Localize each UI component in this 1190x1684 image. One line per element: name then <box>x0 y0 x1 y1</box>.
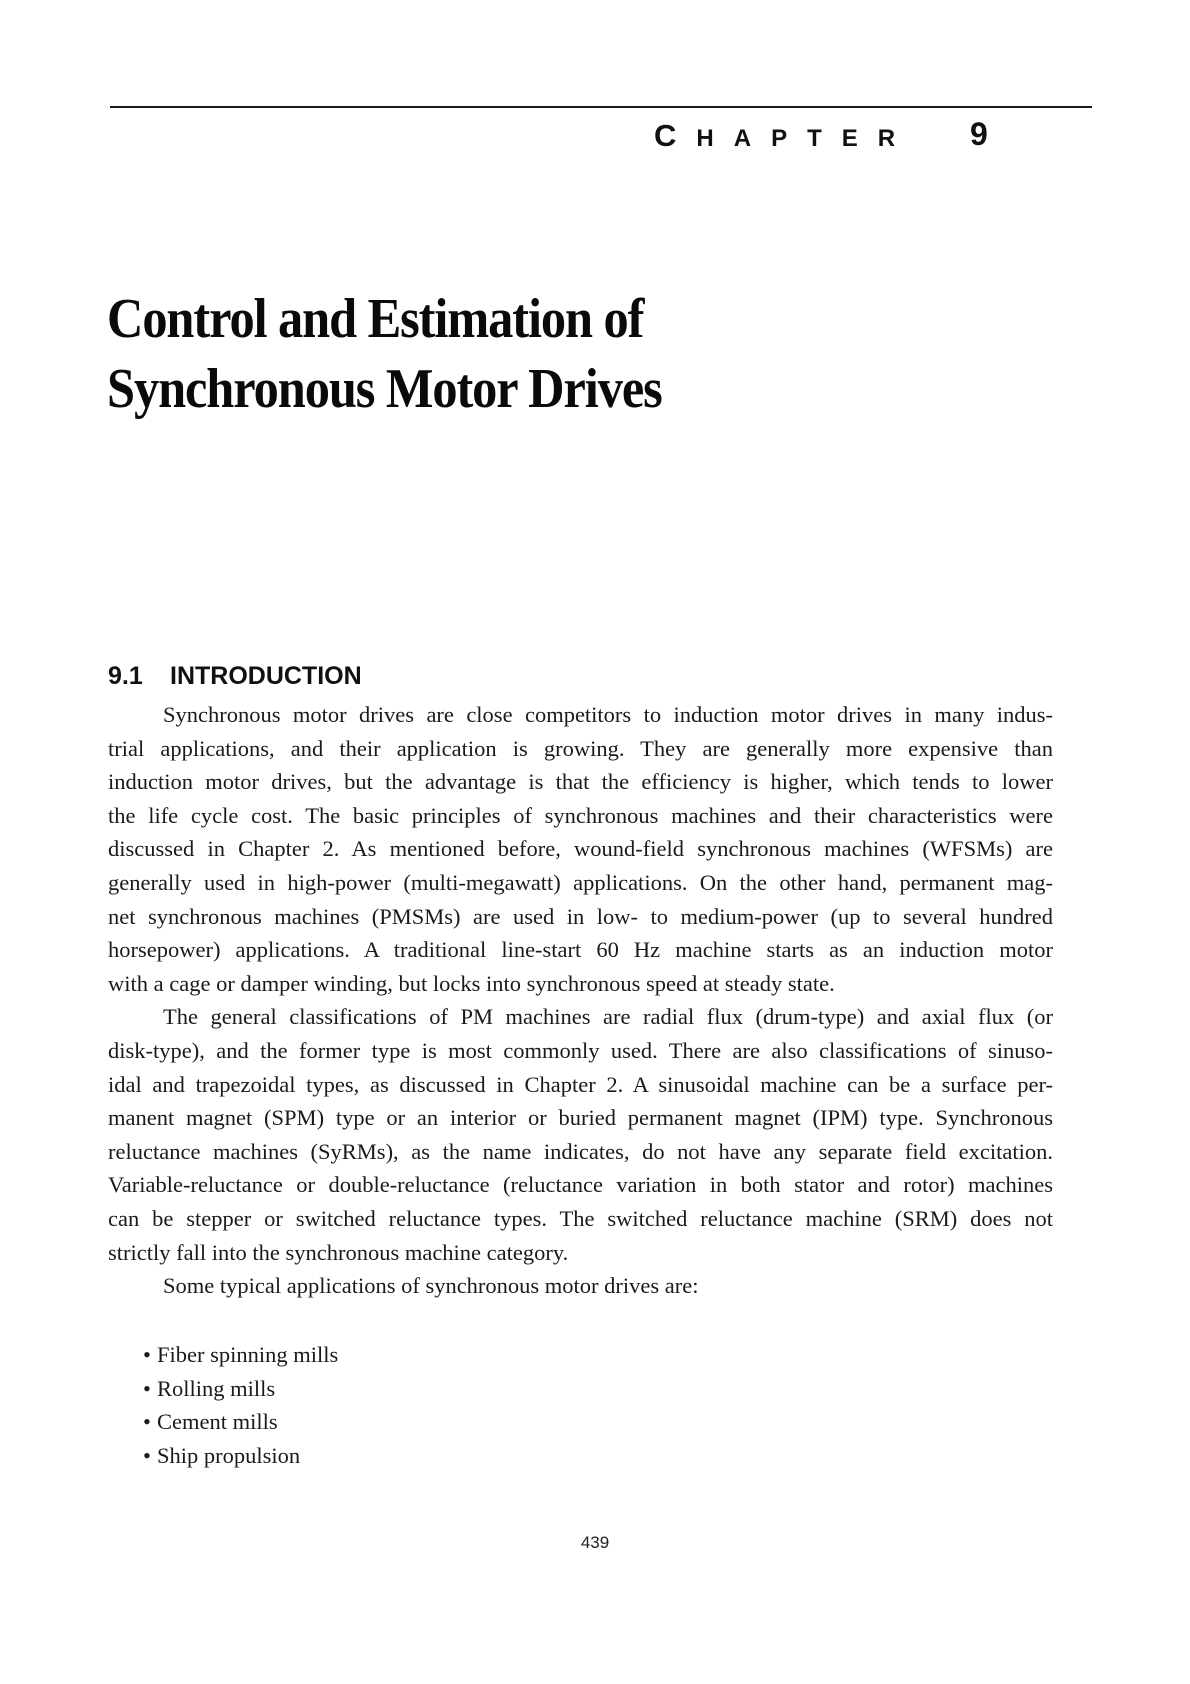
list-item-text: Fiber spinning mills <box>157 1342 339 1367</box>
page-number: 439 <box>580 1533 610 1552</box>
bullet-icon: • <box>143 1375 151 1401</box>
text-line: strictly fall into the synchronous machine category. <box>108 1239 569 1265</box>
chapter-letter: E <box>841 125 858 152</box>
section-title: INTRODUCTION <box>170 662 362 690</box>
chapter-title-line-2: Synchronous Motor Drives <box>107 358 662 420</box>
section-heading <box>108 662 362 691</box>
chapter-title-line-1: Control and Estimation of <box>107 288 644 350</box>
text-line: horsepower) applications. A traditional line-start 60 Hz machine starts as an induction motor <box>108 937 1053 963</box>
text-line: idal and trapezoidal types, as discussed in Chapter 2. A sinusoidal machine can be a surface per- <box>108 1071 1053 1097</box>
section-number: 9.1 <box>108 662 143 690</box>
text-line: the life cycle cost. The basic principles of synchronous machines and their characteristics were <box>108 802 1053 828</box>
bullet-icon: • <box>143 1409 151 1435</box>
chapter-number: 9 <box>970 116 988 152</box>
text-line: induction motor drives, but the advantage is that the efficiency is higher, which tends to lower <box>108 769 1053 795</box>
text-line: The general classifications of PM machines are radial flux (drum-type) and axial flux (or <box>163 1004 1053 1030</box>
chapter-letter: P <box>771 125 788 152</box>
paragraph-3 <box>108 1269 1053 1303</box>
bullet-icon: • <box>143 1342 151 1367</box>
text-line: reluctance machines (SyRMs), as the name indicates, do not have any separate field excitation. <box>108 1138 1053 1164</box>
text-line: discussed in Chapter 2. As mentioned before, wound-field synchronous machines (WFSMs) are <box>108 836 1053 862</box>
chapter-letter: H <box>696 125 714 152</box>
list-item <box>143 1405 338 1439</box>
list-item-text: Cement mills <box>157 1409 278 1435</box>
bullet-icon: • <box>143 1442 151 1468</box>
text-line: can be stepper or switched reluctance types. The switched reluctance machine (SRM) does not <box>108 1205 1053 1231</box>
chapter-letter: C <box>654 118 677 153</box>
list-item <box>143 1338 338 1372</box>
chapter-title <box>107 284 662 424</box>
text-line: disk-type), and the former type is most commonly used. There are also classifications of sinuso- <box>108 1037 1053 1063</box>
text-line: manent magnet (SPM) type or an interior or buried permanent magnet (IPM) type. Synchronous <box>108 1105 1053 1131</box>
body-text <box>108 698 1053 1303</box>
text-line: trial applications, and their application is growing. They are generally more expensive than <box>108 735 1053 761</box>
chapter-word <box>654 120 915 153</box>
chapter-letter: T <box>807 125 822 152</box>
header-rule <box>110 106 1092 108</box>
text-line: Synchronous motor drives are close competitors to induction motor drives in many indus- <box>163 702 1053 727</box>
paragraph-1 <box>108 698 1053 1000</box>
text-line: net synchronous machines (PMSMs) are used in low- to medium-power (up to several hundred <box>108 903 1053 929</box>
chapter-letter: A <box>733 125 752 152</box>
text-line: generally used in high-power (multi-megawatt) applications. On the other hand, permanent mag- <box>108 869 1053 895</box>
text-line: with a cage or damper winding, but locks into synchronous speed at steady state. <box>108 970 835 996</box>
applications-list <box>143 1338 338 1472</box>
list-item-text: Ship propulsion <box>157 1442 301 1468</box>
text-line: Some typical applications of synchronous motor drives are: <box>163 1273 699 1299</box>
list-item <box>143 1439 338 1473</box>
list-item <box>143 1372 338 1406</box>
text-line: Variable-reluctance or double-reluctance (reluctance variation in both stator and rotor) machines <box>108 1172 1053 1198</box>
list-item-text: Rolling mills <box>157 1375 276 1401</box>
chapter-label <box>654 118 915 154</box>
chapter-letter: R <box>877 125 896 152</box>
paragraph-2 <box>108 1000 1053 1269</box>
